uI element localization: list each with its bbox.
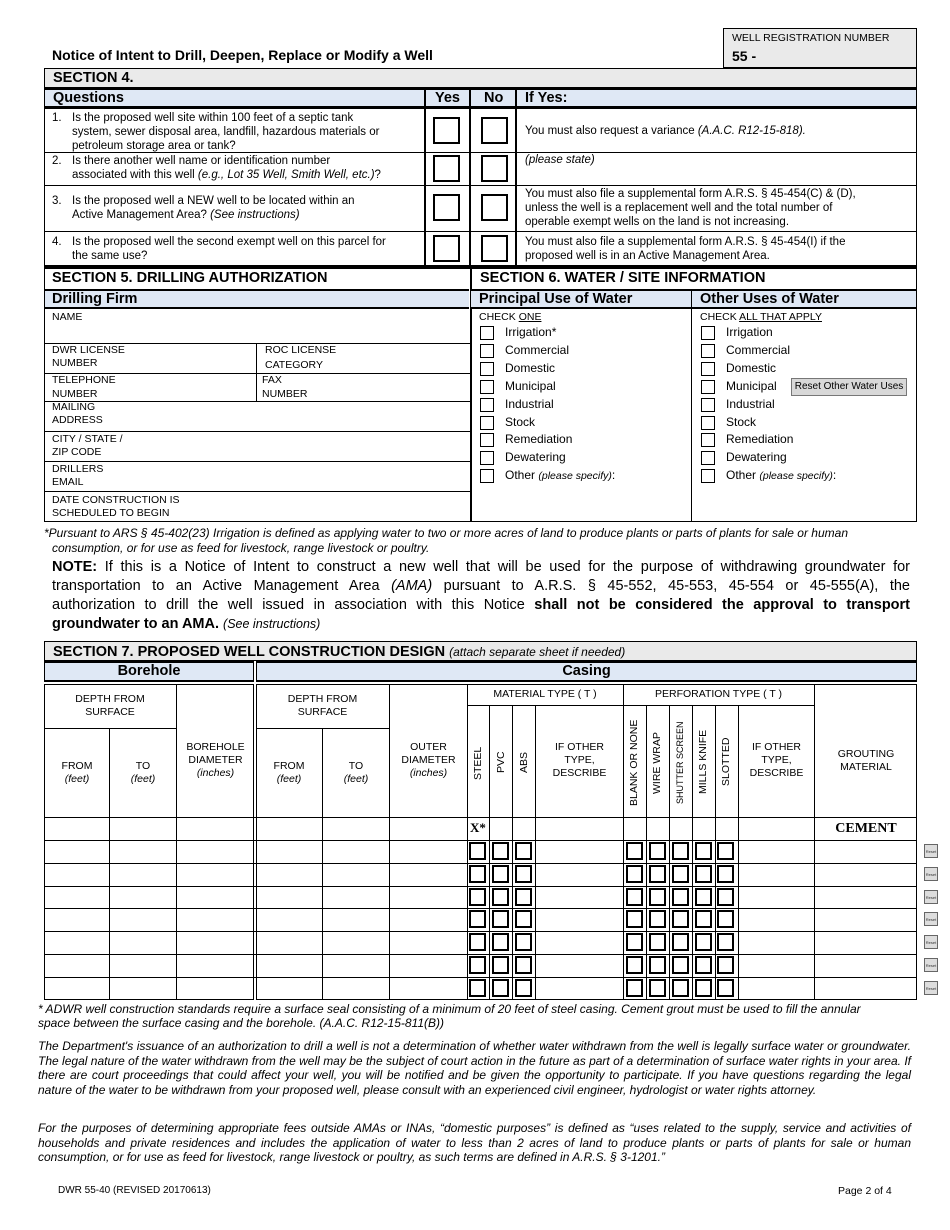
construction-checkbox[interactable] [626, 865, 643, 883]
q1-text-line2: system, sewer disposal area, landfill, hazardous materials or [72, 126, 380, 138]
principal-use-checkbox[interactable] [480, 451, 494, 465]
row-reset-button[interactable]: Reset [924, 844, 938, 858]
row-reset-button[interactable]: Reset [924, 958, 938, 972]
abs-label: ABS [518, 751, 530, 773]
drillers-email-label2: EMAIL [52, 476, 84, 488]
principal-use-label: Other (please specify): [505, 468, 616, 483]
construction-checkbox[interactable] [717, 865, 734, 883]
other-use-item-irrigation[interactable] [701, 325, 901, 341]
other-use-checkbox[interactable] [701, 433, 715, 447]
q3-text-line1: Is the proposed well a NEW well to be located within an [72, 195, 355, 207]
construction-checkbox[interactable] [469, 933, 486, 951]
construction-checkbox[interactable] [649, 933, 666, 951]
date-construction-label1: DATE CONSTRUCTION IS [52, 494, 180, 506]
construction-checkbox[interactable] [695, 888, 712, 906]
q2-no-checkbox[interactable] [481, 155, 508, 182]
q4-text-line1: Is the proposed well the second exempt well on this parcel for [72, 236, 386, 248]
principal-use-item-stock[interactable] [480, 415, 680, 431]
q1-yes-checkbox[interactable] [433, 117, 460, 144]
shutter-screen-label: SHUTTER SCREEN [675, 721, 685, 804]
construction-checkbox[interactable] [492, 888, 509, 906]
section4-title: SECTION 4. [53, 70, 134, 86]
drillers-email-field[interactable] [110, 462, 468, 490]
form-number: DWR 55-40 (REVISED 20170613) [58, 1185, 211, 1196]
principal-use-item-domestic[interactable] [480, 361, 680, 377]
cement-grout-value: CEMENT [835, 821, 897, 836]
construction-checkbox[interactable] [492, 956, 509, 974]
well-registration-prefix: 55 - [732, 48, 757, 64]
construction-checkbox[interactable] [672, 933, 689, 951]
construction-checkbox[interactable] [649, 979, 666, 997]
drilling-firm-header [45, 289, 469, 309]
construction-checkbox[interactable] [649, 910, 666, 928]
blank-or-none-label: BLANK OR NONE [628, 719, 640, 806]
construction-checkbox[interactable] [469, 979, 486, 997]
fax-field[interactable] [320, 374, 468, 400]
construction-checkbox[interactable] [626, 979, 643, 997]
construction-checkbox[interactable] [649, 888, 666, 906]
construction-checkbox[interactable] [695, 956, 712, 974]
borehole-title: Borehole [117, 663, 181, 679]
construction-checkbox[interactable] [717, 842, 734, 860]
principal-use-label: Stock [505, 414, 536, 429]
col-questions: Questions [53, 90, 124, 106]
construction-checkbox[interactable] [469, 865, 486, 883]
steel-label: STEEL [472, 746, 484, 780]
irrigation-footnote-line2: consumption, or for use as feed for livestock, range livestock or poultry. [52, 541, 430, 555]
principal-use-label: Commercial [505, 342, 570, 357]
principal-use-label: Industrial [505, 396, 554, 411]
roc-license-field[interactable] [330, 344, 468, 372]
check-all-label: CHECK ALL THAT APPLY [700, 311, 822, 323]
q2-answer: (please state) [525, 154, 595, 166]
other-use-item-stock[interactable] [701, 415, 901, 431]
legal-disclaimer-paragraph: The Department's issuance of an authorization to drill a well is not a determination of whether water withdrawn from the well is legally surface water or groundwater. The legal nature of the water withdrawn from the well may be the subject of court action in the future as part of a determination of surface water rights in your area. If there are court proceedings that could affect your well, you will be notified and be given the opportunity to participate. If you have questions regarding the legal nature of the water to be withdrawn from your proposed well, please consult with an experienced civil engineer, hydrologist or water rights attorney. [38, 1039, 911, 1097]
principal-use-label: Remediation [505, 432, 573, 447]
construction-checkbox[interactable] [626, 888, 643, 906]
row-reset-button[interactable]: Reset [924, 890, 938, 904]
construction-footnote-line2: space between the surface casing and the borehole. (A.A.C. R12-15-811(B)) [38, 1016, 445, 1030]
construction-checkbox[interactable] [469, 956, 486, 974]
steel-required-mark: X* [470, 820, 486, 835]
principal-use-checkbox[interactable] [480, 398, 494, 412]
construction-checkbox[interactable] [492, 842, 509, 860]
construction-checkbox[interactable] [717, 933, 734, 951]
construction-checkbox[interactable] [649, 842, 666, 860]
other-use-checkbox[interactable] [701, 398, 715, 412]
construction-checkbox[interactable] [672, 842, 689, 860]
q1-no-checkbox[interactable] [481, 117, 508, 144]
construction-checkbox[interactable] [515, 888, 532, 906]
q1-number: 1. [52, 112, 62, 124]
check-one-label: CHECK ONE [479, 311, 542, 323]
other-use-checkbox[interactable] [701, 451, 715, 465]
name-field[interactable] [46, 322, 468, 342]
q3-number: 3. [52, 195, 62, 207]
mailing-label1: MAILING [52, 401, 96, 413]
q4-text-line2: the same use? [72, 250, 148, 262]
q2-yes-checkbox[interactable] [433, 155, 460, 182]
construction-checkbox[interactable] [492, 865, 509, 883]
casing-title: Casing [562, 663, 611, 679]
other-use-item-dewatering[interactable] [701, 450, 901, 466]
q3-answer-line1: You must also file a supplemental form A.R.S. § 45-454(C) & (D), [525, 188, 856, 200]
construction-checkbox[interactable] [626, 842, 643, 860]
construction-checkbox[interactable] [469, 842, 486, 860]
other-use-label: Municipal [726, 378, 777, 393]
other-use-checkbox[interactable] [701, 326, 715, 340]
date-construction-label2: SCHEDULED TO BEGIN [52, 507, 170, 519]
principal-use-item-other[interactable] [480, 468, 680, 484]
construction-checkbox[interactable] [515, 956, 532, 974]
grouting-material-label: GROUTING MATERIAL [837, 748, 895, 773]
wire-wrap-label: WIRE WRAP [651, 732, 663, 794]
principal-use-item-irrigation[interactable] [480, 325, 680, 341]
other-use-checkbox[interactable] [701, 362, 715, 376]
q1-text-line3: petroleum storage area or tank? [72, 140, 236, 152]
construction-checkbox[interactable] [515, 842, 532, 860]
telephone-field[interactable] [120, 374, 254, 400]
city-label2: ZIP CODE [52, 446, 102, 458]
row-reset-button[interactable]: Reset [924, 935, 938, 949]
other-use-label: Dewatering [726, 450, 787, 465]
other-use-checkbox[interactable] [701, 416, 715, 430]
other-use-label: Other (please specify): [726, 468, 837, 483]
construction-checkbox[interactable] [626, 910, 643, 928]
principal-use-checkbox[interactable] [480, 326, 494, 340]
other-use-item-remediation[interactable] [701, 432, 901, 448]
note-block: NOTE: If this is a Notice of Intent to construct a new well that will be used for the purpose of withdrawing groundwater for transportation to an Active Management Area (AMA) pursuant to A.R.S. § 45-552, 45-553, 45-554 or 45-555(A), the authorization to drill the well issued in association with this Notice shall not be considered the approval to transport groundwater to an AMA. (See instructions) [52, 559, 911, 632]
section6-title: SECTION 6. WATER / SITE INFORMATION [480, 270, 766, 286]
construction-checkbox[interactable] [649, 865, 666, 883]
construction-checkbox[interactable] [492, 933, 509, 951]
construction-checkbox[interactable] [515, 933, 532, 951]
principal-use-item-remediation[interactable] [480, 432, 680, 448]
construction-checkbox[interactable] [695, 979, 712, 997]
page-number: Page 2 of 4 [838, 1185, 892, 1197]
casing-header [256, 661, 917, 682]
fax-label1: FAX [262, 374, 282, 386]
construction-footnote-line1: * ADWR well construction standards require a surface seal consisting of a minimum of 20 feet of steel casing. Cement grout must be used to fill the annular [38, 1002, 861, 1016]
section4-column-header [44, 88, 917, 108]
borehole-from-label: FROM (feet) [61, 760, 93, 785]
q3-answer-line3: operable exempt wells on the land is not increasing. [525, 216, 790, 228]
construction-checkbox[interactable] [717, 910, 734, 928]
principal-use-item-industrial[interactable] [480, 397, 680, 413]
principal-use-checkbox[interactable] [480, 380, 494, 394]
construction-checkbox[interactable] [695, 865, 712, 883]
well-registration-label: WELL REGISTRATION NUMBER [732, 32, 890, 44]
city-state-zip-field[interactable] [130, 432, 468, 460]
construction-checkbox[interactable] [626, 933, 643, 951]
dwr-license-field[interactable] [108, 344, 254, 372]
construction-checkbox[interactable] [672, 979, 689, 997]
construction-checkbox[interactable] [695, 910, 712, 928]
principal-use-checkbox[interactable] [480, 344, 494, 358]
well-registration-box [723, 28, 917, 68]
section7-header [44, 641, 917, 661]
construction-checkbox[interactable] [515, 979, 532, 997]
construction-checkbox[interactable] [492, 979, 509, 997]
construction-checkbox[interactable] [717, 956, 734, 974]
borehole-diameter-label: BOREHOLE DIAMETER (inches) [186, 741, 245, 779]
construction-checkbox[interactable] [695, 933, 712, 951]
other-use-label: Commercial [726, 342, 791, 357]
q4-yes-checkbox[interactable] [433, 235, 460, 262]
q4-number: 4. [52, 236, 62, 248]
q2-text-line2: associated with this well (e.g., Lot 35 Well, Smith Well, etc.)? [72, 169, 381, 181]
other-use-item-commercial[interactable] [701, 343, 901, 359]
principal-use-label: Domestic [505, 360, 556, 375]
dwr-license-label1: DWR LICENSE [52, 344, 125, 356]
principal-use-checkbox[interactable] [480, 362, 494, 376]
other-use-checkbox[interactable] [701, 344, 715, 358]
col-if-yes: If Yes: [525, 90, 568, 106]
borehole-header [44, 661, 254, 682]
casing-from-label: FROM (feet) [273, 760, 305, 785]
mailing-address-field[interactable] [110, 402, 468, 430]
other-use-item-industrial[interactable] [701, 397, 901, 413]
mailing-label2: ADDRESS [52, 414, 103, 426]
principal-use-checkbox[interactable] [480, 433, 494, 447]
construction-checkbox[interactable] [649, 956, 666, 974]
principal-use-checkbox[interactable] [480, 469, 494, 483]
telephone-label1: TELEPHONE [52, 374, 116, 386]
col-no: No [484, 90, 504, 106]
construction-checkbox[interactable] [515, 865, 532, 883]
principal-use-item-municipal[interactable] [480, 379, 680, 395]
section5-title: SECTION 5. DRILLING AUTHORIZATION [52, 270, 328, 286]
principal-use-label: Dewatering [505, 450, 566, 465]
construction-checkbox[interactable] [672, 956, 689, 974]
row-reset-button[interactable]: Reset [924, 912, 938, 926]
row-reset-button[interactable]: Reset [924, 981, 938, 995]
borehole-depth-label: DEPTH FROM SURFACE [75, 693, 145, 718]
drillers-email-label1: DRILLERS [52, 463, 104, 475]
principal-use-item-dewatering[interactable] [480, 450, 680, 466]
domestic-purposes-paragraph: For the purposes of determining appropriate fees outside AMAs or INAs, “domestic purposes” is defined as “uses related to the supply, service and activities of households and private residences and includes the application of water to less than 2 acres of land to produce plants or parts of plants for sale or human consumption, or for use as feed for livestock, range livestock or poultry, as such terms are defined in A.R.S. § 3-1201.” [38, 1121, 911, 1164]
principal-use-label: Municipal [505, 378, 556, 393]
q3-yes-checkbox[interactable] [433, 194, 460, 221]
mills-knife-label: MILLS KNIFE [697, 729, 709, 794]
construction-checkbox[interactable] [672, 910, 689, 928]
other-use-item-domestic[interactable] [701, 361, 901, 377]
q2-text-line1: Is there another well name or identification number [72, 155, 331, 167]
construction-checkbox[interactable] [672, 865, 689, 883]
water-use-header [471, 289, 916, 309]
perforation-other-label: IF OTHER TYPE, DESCRIBE [749, 741, 804, 779]
construction-checkbox[interactable] [717, 979, 734, 997]
construction-checkbox[interactable] [672, 888, 689, 906]
construction-checkbox[interactable] [515, 910, 532, 928]
principal-use-item-commercial[interactable] [480, 343, 680, 359]
dwr-license-label2: NUMBER [52, 357, 98, 369]
other-use-label: Irrigation [726, 325, 773, 339]
drilling-firm-title: Drilling Firm [52, 291, 138, 307]
q1-answer: You must also request a variance (A.A.C. R12-15-818). [525, 125, 806, 137]
city-label1: CITY / STATE / [52, 433, 123, 445]
roc-license-label2: CATEGORY [265, 359, 323, 371]
form-title: Notice of Intent to Drill, Deepen, Replace or Modify a Well [52, 47, 433, 63]
q4-no-checkbox[interactable] [481, 235, 508, 262]
irrigation-footnote-line1: *Pursuant to ARS § 45-402(23) Irrigation is defined as applying water to two or more acres of land to produce plants or parts of plants for sale or human [44, 526, 848, 540]
q4-answer-line1: You must also file a supplemental form A.R.S. § 45-454(I) if the [525, 236, 846, 248]
section7-title: SECTION 7. PROPOSED WELL CONSTRUCTION DESIGN [53, 644, 450, 660]
casing-depth-label: DEPTH FROM SURFACE [287, 693, 358, 718]
date-construction-field[interactable] [200, 492, 468, 520]
borehole-to-label: TO (feet) [130, 760, 156, 785]
construction-checkbox[interactable] [492, 910, 509, 928]
construction-checkbox[interactable] [695, 842, 712, 860]
other-use-label: Remediation [726, 432, 794, 447]
construction-checkbox[interactable] [469, 888, 486, 906]
telephone-label2: NUMBER [52, 388, 98, 400]
q3-answer-line2: unless the well is a replacement well and the total number of [525, 202, 833, 214]
material-other-label: IF OTHER TYPE, DESCRIBE [552, 741, 607, 779]
borehole-table [44, 684, 254, 1000]
other-use-label: Industrial [726, 396, 775, 411]
construction-checkbox[interactable] [717, 888, 734, 906]
perforation-type-label: PERFORATION TYPE ( T ) [655, 688, 782, 700]
name-label: NAME [52, 311, 83, 323]
col-yes: Yes [435, 90, 460, 106]
other-use-label: Stock [726, 414, 757, 429]
roc-license-label1: ROC LICENSE [265, 344, 337, 356]
principal-use-label: Irrigation* [505, 325, 557, 339]
q2-answer-field[interactable] [517, 168, 915, 184]
other-uses-title: Other Uses of Water [700, 291, 839, 307]
casing-table [256, 684, 917, 1000]
row-reset-button[interactable]: Reset [924, 867, 938, 881]
q1-text-line1: Is the proposed well site within 100 feet of a septic tank [72, 112, 354, 124]
fax-label2: NUMBER [262, 388, 308, 400]
other-use-label: Domestic [726, 360, 777, 375]
principal-use-checkbox[interactable] [480, 416, 494, 430]
q3-text-line2: Active Management Area? (See instructions) [72, 209, 300, 221]
slotted-label: SLOTTED [720, 737, 732, 786]
section7-title-note: (attach separate sheet if needed) [449, 645, 626, 659]
section4-header [44, 68, 917, 88]
q3-no-checkbox[interactable] [481, 194, 508, 221]
construction-checkbox[interactable] [469, 910, 486, 928]
reset-other-water-uses-button[interactable]: Reset Other Water Uses [791, 378, 907, 396]
construction-checkbox[interactable] [626, 956, 643, 974]
q2-number: 2. [52, 155, 62, 167]
casing-to-label: TO (feet) [343, 760, 369, 785]
other-use-checkbox[interactable] [701, 380, 715, 394]
other-use-checkbox[interactable] [701, 469, 715, 483]
principal-use-title: Principal Use of Water [479, 291, 633, 307]
pvc-label: PVC [495, 751, 507, 773]
material-type-label: MATERIAL TYPE ( T ) [493, 688, 597, 700]
outer-diameter-label: OUTER DIAMETER (inches) [401, 741, 456, 779]
q4-answer-line2: proposed well is in an Active Management Area. [525, 250, 770, 262]
other-use-item-other[interactable] [701, 468, 901, 484]
